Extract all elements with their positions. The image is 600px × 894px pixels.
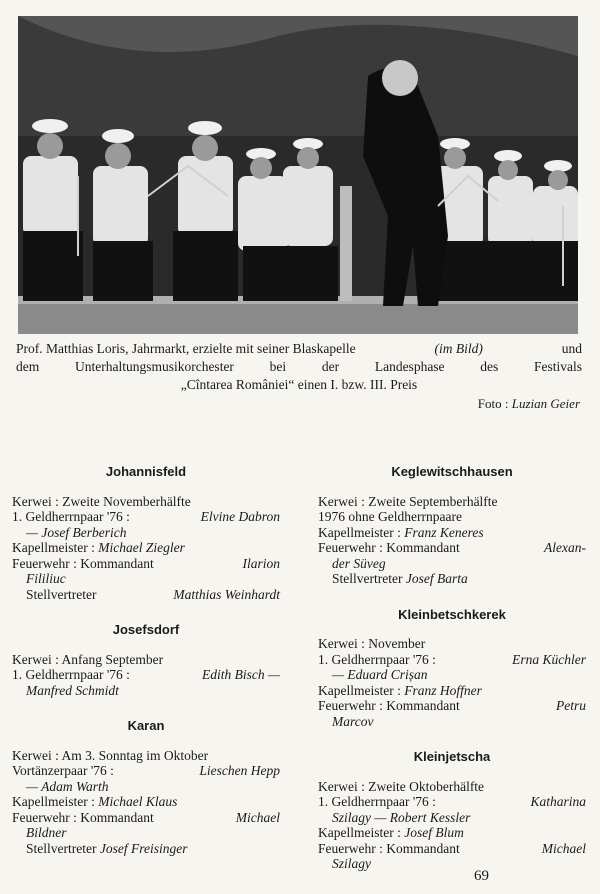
- geldherrn-label: 1. Geldherrnpaar '76 :: [12, 667, 130, 682]
- kapellmeister-label: Kapellmeister :: [318, 682, 401, 698]
- geldherrn-line: [318, 652, 586, 668]
- kerwei-line: Kerwei : November: [318, 636, 426, 651]
- caption-text-1b: (im Bild): [434, 341, 483, 356]
- photo-credit: [478, 396, 580, 412]
- page-number: 69: [474, 868, 489, 884]
- section-title: Kleinbetschkerek: [398, 606, 506, 622]
- kapellmeister-label: Kapellmeister :: [12, 794, 95, 809]
- section-josefsdorf: [12, 622, 280, 698]
- section-karan: [12, 718, 280, 856]
- kapellmeister-name: Josef Blum: [404, 825, 464, 840]
- feuerwehr-line: [318, 698, 586, 714]
- feuerwehr-name-cont: Marcov: [332, 713, 374, 729]
- geldherrn-line: 1976 ohne Geldherrnpaare: [318, 509, 462, 524]
- geldherrn-label: 1. Geldherrnpaar '76 :: [12, 509, 130, 524]
- geldherrn-line: [12, 667, 280, 683]
- stellvertreter-line: [12, 587, 280, 603]
- kapellmeister-line: [318, 683, 586, 699]
- kapellmeister-line: [12, 540, 280, 556]
- geldherrn-line: [318, 794, 586, 810]
- photo-caption: [16, 340, 582, 394]
- kapellmeister-line: [12, 794, 280, 810]
- feuerwehr-name-cont: Fililiuc: [26, 571, 66, 586]
- feuerwehr-label: Feuerwehr : Kommandant: [318, 540, 460, 555]
- feuerwehr-name: Alexan-: [544, 540, 586, 555]
- stellvertreter-name: Josef Barta: [405, 571, 468, 586]
- kerwei-line: Kerwei : Zweite Novemberhälfte: [12, 493, 191, 509]
- kapellmeister-label: Kapellmeister :: [318, 825, 401, 840]
- caption-line-2: dem Unterhaltungsmusikorchester bei der Landesphase des Festivals: [16, 359, 582, 374]
- kapellmeister-name: Franz Keneres: [404, 524, 484, 540]
- vortaenzer-line: [12, 763, 280, 779]
- section-keglewitschhausen: [318, 464, 586, 587]
- geldherrn-label: 1. Geldherrnpaar '76 :: [318, 651, 436, 667]
- caption-line-1: [16, 340, 582, 358]
- credit-label: Foto :: [477, 396, 509, 411]
- credit-name: Luzian Geier: [511, 396, 580, 411]
- kerwei-line: Kerwei : Zweite Oktoberhälfte: [318, 778, 485, 794]
- geldherrn-name-cont: Manfred Schmidt: [26, 682, 119, 698]
- section-title: Josefsdorf: [112, 622, 180, 637]
- kapellmeister-line: [318, 525, 586, 541]
- feuerwehr-line: [318, 540, 586, 556]
- feuerwehr-label: Feuerwehr : Kommandant: [318, 698, 460, 713]
- vortaenzer-name: Lieschen Hepp: [199, 763, 280, 778]
- geldherrn-name: Katharina: [530, 794, 586, 809]
- stellvertreter-label: Stellvertreter: [26, 840, 97, 856]
- stellvertreter-label: Stellvertreter: [26, 586, 97, 602]
- kerwei-line: Kerwei : Am 3. Sonntag im Oktober: [12, 747, 209, 763]
- kerwei-line: Kerwei : Anfang September: [12, 651, 164, 667]
- kapellmeister-label: Kapellmeister :: [12, 540, 95, 555]
- stellvertreter-line: [318, 571, 586, 587]
- feuerwehr-name-cont: Bildner: [26, 825, 67, 840]
- section-title: Karan: [127, 718, 165, 733]
- left-column: [12, 464, 280, 876]
- geldherrn-label: 1. Geldherrnpaar '76 :: [318, 794, 436, 809]
- kapellmeister-name: Franz Hoffner: [404, 682, 482, 698]
- stellvertreter-name: Josef Freisinger: [99, 840, 188, 856]
- kapellmeister-line: [318, 825, 586, 841]
- feuerwehr-name: Michael: [235, 809, 280, 825]
- stellvertreter-label: Stellvertreter: [332, 571, 403, 586]
- feuerwehr-name: Michael: [541, 840, 586, 856]
- feuerwehr-line: [12, 810, 280, 826]
- right-column: [318, 464, 586, 892]
- section-kleinbetschkerek: [318, 607, 586, 730]
- caption-text-1c: und: [561, 341, 582, 356]
- vortaenzer-label: Vortänzerpaar '76 :: [12, 763, 114, 778]
- feuerwehr-name-cont: der Süveg: [332, 555, 386, 571]
- kapellmeister-name: Michael Ziegler: [98, 540, 185, 555]
- stellvertreter-line: [12, 841, 280, 857]
- band-photo-graphic: [18, 16, 578, 334]
- geldherrn-line: [12, 509, 280, 525]
- feuerwehr-line: [318, 841, 586, 857]
- geldherrn-name-cont: — Eduard Crișan: [332, 667, 428, 682]
- kerwei-line: Kerwei : Zweite Septemberhälfte: [318, 493, 498, 509]
- geldherrn-name: Elvine Dabron: [200, 509, 280, 524]
- vortaenzer-name-cont: — Adam Warth: [26, 778, 109, 794]
- kapellmeister-name: Michael Klaus: [98, 794, 178, 809]
- kapellmeister-label: Kapellmeister :: [318, 524, 401, 540]
- section-title: Keglewitschhausen: [391, 464, 513, 479]
- feuerwehr-name: Ilarion: [242, 555, 280, 571]
- band-photo: [18, 16, 578, 334]
- caption-text-1a: Prof. Matthias Loris, Jahrmarkt, erzielte mit seiner Blaskapelle: [16, 341, 356, 356]
- feuerwehr-label: Feuerwehr : Kommandant: [12, 809, 154, 825]
- section-kleinjetscha: [318, 749, 586, 872]
- geldherrn-name: Edith Bisch —: [202, 667, 280, 682]
- section-title: Kleinjetscha: [413, 749, 491, 764]
- feuerwehr-name: Petru: [556, 698, 586, 713]
- geldherrn-name-cont: Szilagy — Robert Kessler: [332, 809, 471, 825]
- feuerwehr-line: [12, 556, 280, 572]
- feuerwehr-label: Feuerwehr : Kommandant: [12, 555, 154, 571]
- geldherrn-name: Erna Küchler: [512, 651, 586, 667]
- geldherrn-name-cont: — Josef Berberich: [26, 524, 127, 540]
- feuerwehr-label: Feuerwehr : Kommandant: [318, 840, 460, 856]
- stellvertreter-name: Matthias Weinhardt: [173, 586, 280, 602]
- caption-line-3: „Cîntarea României“ einen I. bzw. III. Preis: [180, 377, 418, 392]
- section-title: Johannisfeld: [105, 464, 187, 479]
- feuerwehr-name-cont: Szilagy: [332, 856, 371, 871]
- section-johannisfeld: [12, 464, 280, 602]
